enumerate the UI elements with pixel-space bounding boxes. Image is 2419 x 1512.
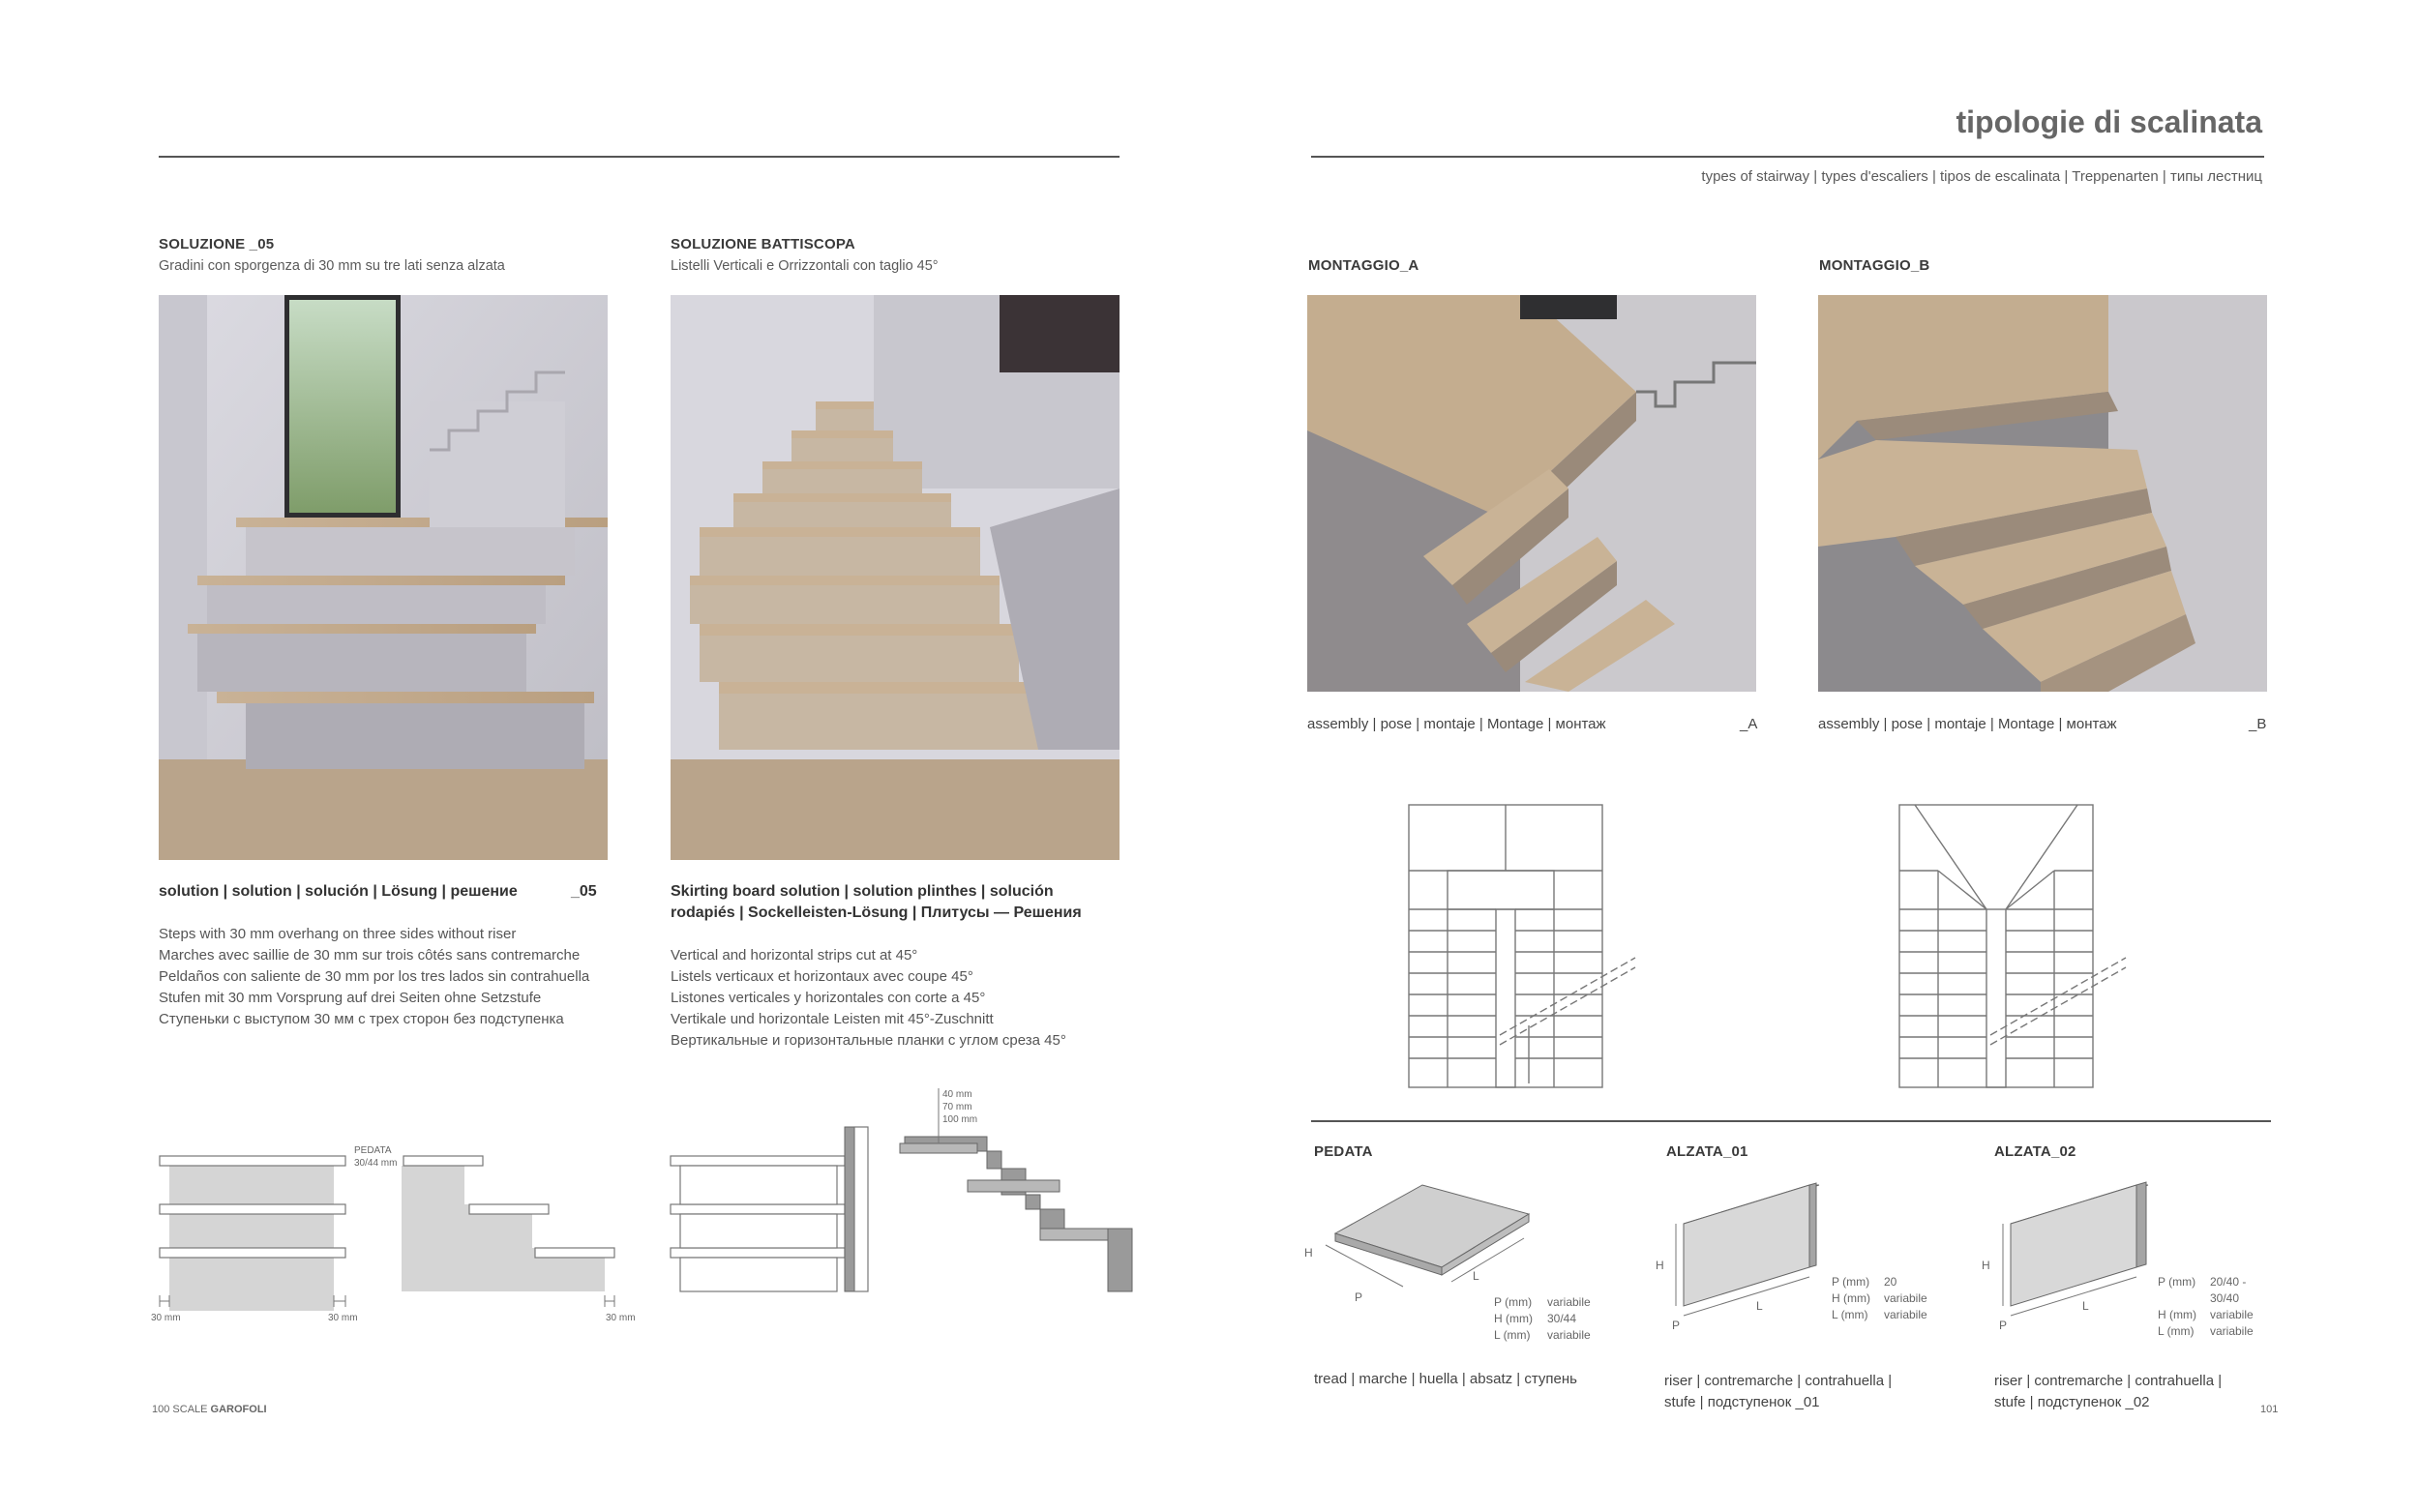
battiscopa-description — [671, 945, 1154, 1052]
alzata-01-specs: P (mm) 20 H (mm) variabile L (mm) variabile — [1832, 1275, 1927, 1321]
alzata-02-heading: ALZATA_02 — [1994, 1143, 2076, 1160]
alzata-02-caption: riser | contremarche | contrahuella | stufe | подступенок _02 — [1994, 1373, 2223, 1410]
right-top-rule — [1311, 156, 2264, 158]
alzata-01-caption: riser | contremarche | contrahuella | stufe | подступенок _01 — [1664, 1373, 1893, 1410]
dimension-label-left: 30 mm — [151, 1313, 181, 1323]
battiscopa-caption-line: Skirting board solution | solution plinthes | solución — [671, 883, 1054, 900]
page-subtitle: types of stairway | types d'escaliers | tipos de escalinata | Treppenarten | типы лестниц — [1701, 168, 2262, 185]
footer-right: 101 — [2260, 1404, 2279, 1415]
alzata-01-heading: ALZATA_01 — [1666, 1143, 1748, 1160]
alzata-01-label-p: P — [1672, 1319, 1681, 1332]
soluzione-05-subheading: Gradini con sporgenza di 30 mm su tre lati senza alzata — [159, 258, 505, 274]
alzata-01-label-l: L — [1756, 1299, 1763, 1313]
montaggio-b-code: _B — [2249, 716, 2267, 732]
stair-photo-battiscopa — [671, 295, 1120, 860]
soluzione-05-caption: solution | solution | solución | Lösung | решение — [159, 883, 518, 900]
pedata-label-l: L — [1473, 1269, 1479, 1283]
pedata-label-p: P — [1355, 1290, 1363, 1304]
alzata-02-label-l: L — [2082, 1299, 2089, 1313]
alzata-02-3d-drawing — [1991, 1175, 2165, 1330]
description-line: Listels verticaux et horizontaux avec coupe 45° — [671, 968, 973, 985]
montaggio-a-caption: assembly | pose | montaje | Montage | монтаж — [1307, 716, 1606, 732]
soluzione-05-description — [159, 924, 642, 1030]
dimension-label-right: 30 mm — [606, 1313, 636, 1323]
battiscopa-section-drawing — [668, 1083, 1151, 1316]
soluzione-05-heading: SOLUZIONE _05 — [159, 236, 275, 252]
stair-photo-soluzione-05 — [159, 295, 608, 860]
plan-drawing-montaggio-b — [1894, 803, 2135, 1093]
alzata-02-specs: P (mm) 20/40 - 30/40 H (mm) variabile L (mm) variabile — [2158, 1275, 2254, 1338]
footer-left: 100 SCALE GAROFOLI — [152, 1404, 267, 1415]
pedata-thickness-label: PEDATA 30/44 mm — [354, 1145, 398, 1169]
alzata-01-label-h: H — [1656, 1259, 1664, 1272]
description-line: Ступеньки с выступом 30 мм с трех сторон без подступенка — [159, 1011, 564, 1027]
pedata-3d-drawing — [1306, 1175, 1538, 1311]
stair-photo-montaggio-a — [1307, 295, 1756, 692]
alzata-01-3d-drawing — [1664, 1175, 1838, 1330]
description-line: Peldaños con saliente de 30 mm por los tres lados sin contrahuella — [159, 968, 590, 985]
alzata-02-label-h: H — [1982, 1259, 1990, 1272]
dimension-label-mid: 30 mm — [328, 1313, 358, 1323]
montaggio-b-heading: MONTAGGIO_B — [1819, 257, 1930, 274]
soluzione-05-caption-code: _05 — [571, 883, 597, 900]
components-top-rule — [1311, 1120, 2271, 1122]
stair-photo-montaggio-b — [1818, 295, 2267, 692]
description-line: Marches avec saillie de 30 mm sur trois côtés sans contremarche — [159, 947, 581, 964]
pedata-caption: tread | marche | huella | absatz | ступень — [1314, 1371, 1577, 1387]
description-line: Vertical and horizontal strips cut at 45° — [671, 947, 918, 964]
battiscopa-caption-line: rodapiés | Sockelleisten-Lösung | Плитусы — Решения — [671, 904, 1082, 921]
page-title: tipologie di scalinata — [1956, 104, 2262, 139]
description-line: Listones verticales y horizontales con corte a 45° — [671, 990, 986, 1006]
soluzione-battiscopa-subheading: Listelli Verticali e Orrizzontali con taglio 45° — [671, 258, 939, 274]
description-line: Stufen mit 30 mm Vorsprung auf drei Seiten ohne Setzstufe — [159, 990, 542, 1006]
pedata-specs: P (mm) variabile H (mm) 30/44 L (mm) variabile — [1494, 1295, 1591, 1342]
plan-drawing-montaggio-a — [1403, 803, 1645, 1093]
montaggio-a-code: _A — [1740, 716, 1758, 732]
left-top-rule — [159, 156, 1120, 158]
description-line: Steps with 30 mm overhang on three sides without riser — [159, 926, 517, 942]
description-line: Вертикальные и горизонтальные планки с углом среза 45° — [671, 1032, 1066, 1049]
description-line: Vertikale und horizontale Leisten mit 45°-Zuschnitt — [671, 1011, 994, 1027]
soluzione-battiscopa-heading: SOLUZIONE BATTISCOPA — [671, 236, 855, 252]
battiscopa-dimensions: 40 mm 70 mm 100 mm — [942, 1089, 978, 1125]
montaggio-a-heading: MONTAGGIO_A — [1308, 257, 1419, 274]
pedata-heading: PEDATA — [1314, 1143, 1373, 1160]
pedata-label-h: H — [1304, 1246, 1313, 1260]
battiscopa-caption — [671, 881, 1135, 924]
alzata-02-label-p: P — [1999, 1319, 2008, 1332]
montaggio-b-caption: assembly | pose | montaje | Montage | монтаж — [1818, 716, 2117, 732]
